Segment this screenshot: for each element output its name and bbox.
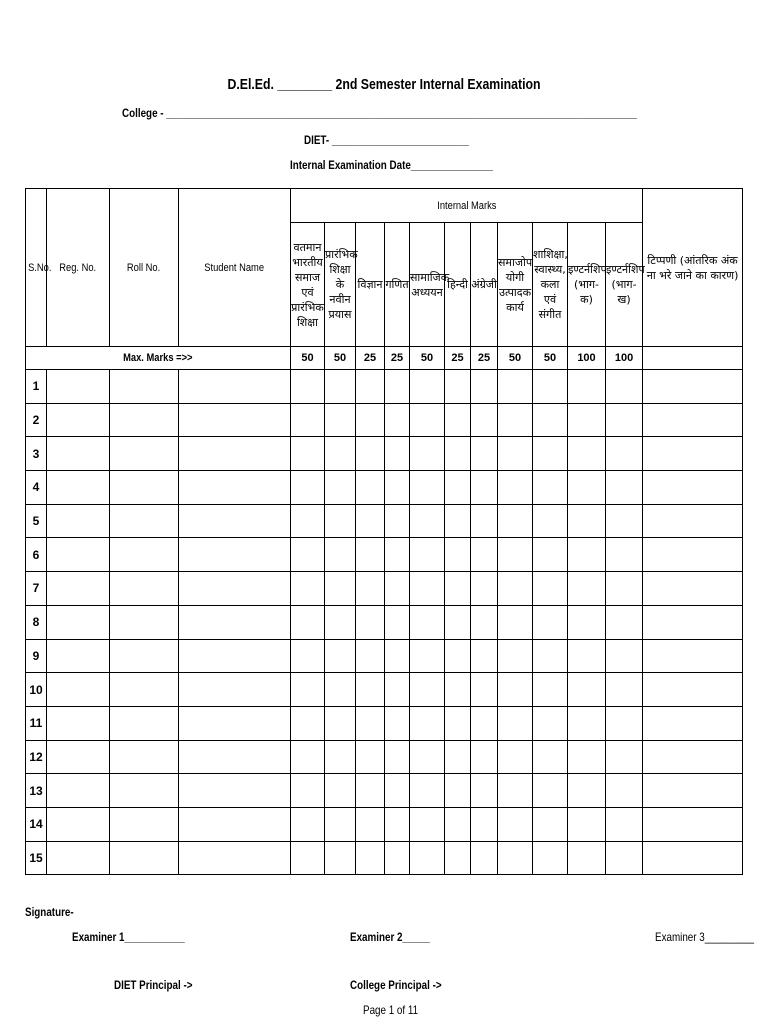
entry-cell[interactable]	[410, 572, 445, 606]
row-number: 4	[26, 471, 47, 505]
entry-cell[interactable]	[179, 504, 291, 538]
entry-cell[interactable]	[606, 774, 643, 808]
entry-cell[interactable]	[445, 673, 471, 707]
entry-cell[interactable]	[110, 572, 179, 606]
entry-cell[interactable]	[47, 538, 110, 572]
entry-cell[interactable]	[325, 504, 356, 538]
entry-cell[interactable]	[385, 572, 410, 606]
entry-cell[interactable]	[498, 807, 533, 841]
entry-cell[interactable]	[356, 673, 385, 707]
entry-cell[interactable]	[325, 403, 356, 437]
entry-cell[interactable]	[385, 471, 410, 505]
entry-cell[interactable]	[110, 774, 179, 808]
entry-cell[interactable]	[643, 403, 743, 437]
entry-cell[interactable]	[410, 437, 445, 471]
entry-cell[interactable]	[498, 740, 533, 774]
entry-cell[interactable]	[325, 774, 356, 808]
table-row	[26, 572, 743, 606]
max-mark: 50	[533, 347, 568, 370]
entry-cell[interactable]	[291, 605, 325, 639]
entry-cell[interactable]	[291, 807, 325, 841]
entry-cell[interactable]	[325, 437, 356, 471]
entry-cell[interactable]	[533, 740, 568, 774]
entry-cell[interactable]	[47, 774, 110, 808]
entry-cell[interactable]	[445, 807, 471, 841]
entry-cell[interactable]	[471, 504, 498, 538]
entry-cell[interactable]	[385, 706, 410, 740]
entry-cell[interactable]	[325, 471, 356, 505]
entry-cell[interactable]	[471, 807, 498, 841]
entry-cell[interactable]	[471, 774, 498, 808]
entry-cell[interactable]	[385, 740, 410, 774]
entry-cell[interactable]	[385, 538, 410, 572]
entry-cell[interactable]	[325, 673, 356, 707]
entry-cell[interactable]	[568, 437, 606, 471]
entry-cell[interactable]	[606, 471, 643, 505]
entry-cell[interactable]	[533, 403, 568, 437]
entry-cell[interactable]	[410, 706, 445, 740]
entry-cell[interactable]	[47, 639, 110, 673]
entry-cell[interactable]	[110, 471, 179, 505]
entry-cell[interactable]	[356, 572, 385, 606]
entry-cell[interactable]	[179, 471, 291, 505]
entry-cell[interactable]	[643, 740, 743, 774]
entry-cell[interactable]	[471, 572, 498, 606]
entry-cell[interactable]	[325, 706, 356, 740]
entry-cell[interactable]	[179, 639, 291, 673]
entry-cell[interactable]	[568, 538, 606, 572]
entry-cell[interactable]	[471, 605, 498, 639]
entry-cell[interactable]	[445, 370, 471, 404]
entry-cell[interactable]	[47, 504, 110, 538]
entry-cell[interactable]	[533, 538, 568, 572]
entry-cell[interactable]	[410, 639, 445, 673]
entry-cell[interactable]	[325, 370, 356, 404]
diet-principal: DIET Principal ->	[114, 978, 193, 992]
entry-cell[interactable]	[385, 504, 410, 538]
entry-cell[interactable]	[291, 774, 325, 808]
entry-cell[interactable]	[179, 673, 291, 707]
header-roll-no: Roll No.	[110, 189, 179, 347]
entry-cell[interactable]	[291, 471, 325, 505]
entry-cell[interactable]	[533, 437, 568, 471]
entry-cell[interactable]	[643, 706, 743, 740]
max-marks-row	[26, 347, 743, 370]
entry-cell[interactable]	[356, 538, 385, 572]
entry-cell[interactable]	[533, 504, 568, 538]
header-sno: S.No.	[26, 189, 47, 347]
entry-cell[interactable]	[533, 807, 568, 841]
entry-cell[interactable]	[110, 403, 179, 437]
entry-cell[interactable]	[643, 437, 743, 471]
entry-cell[interactable]	[445, 706, 471, 740]
entry-cell[interactable]	[325, 572, 356, 606]
entry-cell[interactable]	[533, 774, 568, 808]
entry-cell[interactable]	[533, 673, 568, 707]
header-internal-marks: Internal Marks	[291, 189, 643, 223]
entry-cell[interactable]	[291, 572, 325, 606]
entry-cell[interactable]	[606, 403, 643, 437]
entry-cell[interactable]	[410, 403, 445, 437]
entry-cell[interactable]	[179, 538, 291, 572]
entry-cell[interactable]	[498, 774, 533, 808]
table-row	[26, 841, 743, 875]
entry-cell[interactable]	[291, 841, 325, 875]
entry-cell[interactable]	[533, 471, 568, 505]
exam-date-line: Internal Examination Date_______________	[290, 158, 493, 172]
entry-cell[interactable]	[291, 740, 325, 774]
entry-cell[interactable]	[606, 605, 643, 639]
subject-header: अंग्रेजी	[471, 223, 498, 347]
entry-cell[interactable]	[445, 403, 471, 437]
entry-cell[interactable]	[533, 605, 568, 639]
entry-cell[interactable]	[385, 774, 410, 808]
entry-cell[interactable]	[568, 572, 606, 606]
entry-cell[interactable]	[410, 673, 445, 707]
entry-cell[interactable]	[568, 471, 606, 505]
entry-cell[interactable]	[47, 605, 110, 639]
entry-cell[interactable]	[325, 605, 356, 639]
entry-cell[interactable]	[606, 437, 643, 471]
row-number: 5	[26, 504, 47, 538]
entry-cell[interactable]	[568, 807, 606, 841]
max-mark: 50	[410, 347, 445, 370]
entry-cell[interactable]	[410, 504, 445, 538]
row-number: 14	[26, 807, 47, 841]
entry-cell[interactable]	[643, 639, 743, 673]
entry-cell[interactable]	[325, 639, 356, 673]
entry-cell[interactable]	[356, 740, 385, 774]
subject-header: हिन्दी	[445, 223, 471, 347]
subject-header: विज्ञान	[356, 223, 385, 347]
entry-cell[interactable]	[643, 538, 743, 572]
entry-cell[interactable]	[179, 841, 291, 875]
entry-cell[interactable]	[606, 740, 643, 774]
entry-cell[interactable]	[47, 572, 110, 606]
entry-cell[interactable]	[110, 807, 179, 841]
entry-cell[interactable]	[179, 605, 291, 639]
entry-cell[interactable]	[110, 605, 179, 639]
entry-cell[interactable]	[356, 774, 385, 808]
max-mark: 25	[356, 347, 385, 370]
entry-cell[interactable]	[410, 841, 445, 875]
entry-cell[interactable]	[498, 706, 533, 740]
entry-cell[interactable]	[498, 605, 533, 639]
entry-cell[interactable]	[291, 370, 325, 404]
table-row	[26, 471, 743, 505]
entry-cell[interactable]	[445, 774, 471, 808]
diet-line: DIET- _________________________	[304, 133, 469, 147]
entry-cell[interactable]	[47, 437, 110, 471]
entry-cell[interactable]	[471, 740, 498, 774]
entry-cell[interactable]	[643, 605, 743, 639]
college-line: College - ______________________________________________________________________________________	[122, 106, 637, 120]
header-remarks: टिप्पणी (आंतरिक अंक ना भरे जाने का कारण)	[643, 189, 743, 347]
entry-cell[interactable]	[445, 740, 471, 774]
entry-cell[interactable]	[291, 639, 325, 673]
entry-cell[interactable]	[568, 841, 606, 875]
subject-header: गणित	[385, 223, 410, 347]
entry-cell[interactable]	[445, 841, 471, 875]
row-number: 15	[26, 841, 47, 875]
entry-cell[interactable]	[410, 370, 445, 404]
entry-cell[interactable]	[356, 471, 385, 505]
table-row	[26, 740, 743, 774]
entry-cell[interactable]	[325, 538, 356, 572]
entry-cell[interactable]	[291, 504, 325, 538]
entry-cell[interactable]	[325, 841, 356, 875]
entry-cell[interactable]	[498, 538, 533, 572]
entry-cell[interactable]	[110, 538, 179, 572]
entry-cell[interactable]	[471, 437, 498, 471]
max-mark: 100	[568, 347, 606, 370]
entry-cell[interactable]	[643, 807, 743, 841]
entry-cell[interactable]	[533, 370, 568, 404]
entry-cell[interactable]	[498, 471, 533, 505]
entry-cell[interactable]	[498, 403, 533, 437]
examiner-2: Examiner 2_____	[350, 930, 430, 944]
entry-cell[interactable]	[356, 605, 385, 639]
row-number: 7	[26, 572, 47, 606]
subject-header: समाजोप योगी उत्पादक कार्य	[498, 223, 533, 347]
max-mark: 25	[385, 347, 410, 370]
entry-cell[interactable]	[385, 841, 410, 875]
table-row	[26, 673, 743, 707]
entry-cell[interactable]	[471, 639, 498, 673]
entry-cell[interactable]	[47, 471, 110, 505]
entry-cell[interactable]	[568, 370, 606, 404]
entry-cell[interactable]	[385, 605, 410, 639]
entry-cell[interactable]	[568, 605, 606, 639]
entry-cell[interactable]	[533, 639, 568, 673]
subject-header: सामाजिक अध्ययन	[410, 223, 445, 347]
row-number: 6	[26, 538, 47, 572]
entry-cell[interactable]	[643, 504, 743, 538]
entry-cell[interactable]	[110, 740, 179, 774]
entry-cell[interactable]	[498, 572, 533, 606]
marks-table	[25, 188, 743, 875]
entry-cell[interactable]	[445, 639, 471, 673]
entry-cell[interactable]	[445, 504, 471, 538]
entry-cell[interactable]	[291, 673, 325, 707]
entry-cell[interactable]	[606, 504, 643, 538]
entry-cell[interactable]	[606, 370, 643, 404]
examiner-1: Examiner 1___________	[72, 930, 185, 944]
entry-cell[interactable]	[110, 370, 179, 404]
entry-cell[interactable]	[643, 673, 743, 707]
subject-header: प्रारंभिक शिक्षा के नवीन प्रयास	[325, 223, 356, 347]
max-mark: 25	[471, 347, 498, 370]
entry-cell[interactable]	[568, 504, 606, 538]
entry-cell[interactable]	[445, 572, 471, 606]
entry-cell[interactable]	[410, 807, 445, 841]
entry-cell[interactable]	[110, 706, 179, 740]
entry-cell[interactable]	[291, 403, 325, 437]
entry-cell[interactable]	[356, 639, 385, 673]
subject-header: शाशिक्षा, स्वास्थ्य, कला एवं संगीत	[533, 223, 568, 347]
max-mark: 50	[325, 347, 356, 370]
entry-cell[interactable]	[643, 370, 743, 404]
entry-cell[interactable]	[568, 673, 606, 707]
entry-cell[interactable]	[606, 572, 643, 606]
entry-cell[interactable]	[643, 774, 743, 808]
subject-header: वतमान भारतीय समाज एवं प्रारंभिक शिक्षा	[291, 223, 325, 347]
entry-cell[interactable]	[445, 471, 471, 505]
max-mark-remarks	[643, 347, 743, 370]
entry-cell[interactable]	[291, 437, 325, 471]
max-marks-label: Max. Marks =>>	[26, 347, 291, 370]
entry-cell[interactable]	[179, 370, 291, 404]
entry-cell[interactable]	[47, 841, 110, 875]
entry-cell[interactable]	[606, 538, 643, 572]
entry-cell[interactable]	[47, 740, 110, 774]
entry-cell[interactable]	[606, 841, 643, 875]
row-number: 2	[26, 403, 47, 437]
entry-cell[interactable]	[356, 807, 385, 841]
entry-cell[interactable]	[606, 807, 643, 841]
entry-cell[interactable]	[179, 437, 291, 471]
entry-cell[interactable]	[410, 774, 445, 808]
entry-cell[interactable]	[356, 370, 385, 404]
entry-cell[interactable]	[385, 437, 410, 471]
row-number: 13	[26, 774, 47, 808]
entry-cell[interactable]	[498, 370, 533, 404]
entry-cell[interactable]	[471, 706, 498, 740]
entry-cell[interactable]	[385, 673, 410, 707]
entry-cell[interactable]	[445, 437, 471, 471]
subject-header: इण्टर्नशिप (भाग-क)	[568, 223, 606, 347]
entry-cell[interactable]	[179, 740, 291, 774]
table-row	[26, 370, 743, 404]
entry-cell[interactable]	[179, 572, 291, 606]
entry-cell[interactable]	[410, 605, 445, 639]
entry-cell[interactable]	[498, 437, 533, 471]
max-mark: 50	[498, 347, 533, 370]
college-principal: College Principal ->	[350, 978, 442, 992]
table-row	[26, 639, 743, 673]
entry-cell[interactable]	[533, 706, 568, 740]
entry-cell[interactable]	[498, 673, 533, 707]
entry-cell[interactable]	[471, 538, 498, 572]
table-row	[26, 807, 743, 841]
page-title: D.El.Ed. ________ 2nd Semester Internal Examination	[227, 76, 541, 93]
table-row	[26, 538, 743, 572]
entry-cell[interactable]	[179, 807, 291, 841]
entry-cell[interactable]	[47, 370, 110, 404]
table-row	[26, 437, 743, 471]
row-number: 12	[26, 740, 47, 774]
entry-cell[interactable]	[47, 673, 110, 707]
entry-cell[interactable]	[533, 572, 568, 606]
entry-cell[interactable]	[410, 538, 445, 572]
entry-cell[interactable]	[471, 841, 498, 875]
row-number: 3	[26, 437, 47, 471]
entry-cell[interactable]	[568, 706, 606, 740]
table-row	[26, 403, 743, 437]
row-number: 10	[26, 673, 47, 707]
entry-cell[interactable]	[291, 538, 325, 572]
signature-label: Signature-	[25, 905, 74, 919]
entry-cell[interactable]	[643, 572, 743, 606]
entry-cell[interactable]	[356, 706, 385, 740]
page-number: Page 1 of 11	[363, 1003, 419, 1017]
entry-cell[interactable]	[110, 437, 179, 471]
entry-cell[interactable]	[471, 471, 498, 505]
entry-cell[interactable]	[385, 403, 410, 437]
entry-cell[interactable]	[110, 504, 179, 538]
entry-cell[interactable]	[445, 538, 471, 572]
table-row	[26, 706, 743, 740]
entry-cell[interactable]	[410, 471, 445, 505]
entry-cell[interactable]	[643, 841, 743, 875]
entry-cell[interactable]	[356, 403, 385, 437]
entry-cell[interactable]	[110, 673, 179, 707]
entry-cell[interactable]	[498, 841, 533, 875]
examiner-3: Examiner 3_________	[655, 930, 755, 944]
entry-cell[interactable]	[568, 403, 606, 437]
entry-cell[interactable]	[291, 706, 325, 740]
entry-cell[interactable]	[471, 370, 498, 404]
entry-cell[interactable]	[568, 740, 606, 774]
entry-cell[interactable]	[643, 471, 743, 505]
entry-cell[interactable]	[325, 740, 356, 774]
entry-cell[interactable]	[47, 706, 110, 740]
row-number: 8	[26, 605, 47, 639]
entry-cell[interactable]	[568, 774, 606, 808]
entry-cell[interactable]	[385, 807, 410, 841]
entry-cell[interactable]	[110, 639, 179, 673]
entry-cell[interactable]	[179, 706, 291, 740]
entry-cell[interactable]	[110, 841, 179, 875]
entry-cell[interactable]	[385, 639, 410, 673]
entry-cell[interactable]	[606, 639, 643, 673]
table-row	[26, 504, 743, 538]
entry-cell[interactable]	[498, 504, 533, 538]
table-row	[26, 774, 743, 808]
entry-cell[interactable]	[179, 403, 291, 437]
entry-cell[interactable]	[356, 437, 385, 471]
entry-cell[interactable]	[356, 841, 385, 875]
entry-cell[interactable]	[47, 807, 110, 841]
entry-cell[interactable]	[356, 504, 385, 538]
entry-cell[interactable]	[179, 774, 291, 808]
table-row	[26, 605, 743, 639]
row-number: 9	[26, 639, 47, 673]
entry-cell[interactable]	[471, 673, 498, 707]
entry-cell[interactable]	[498, 639, 533, 673]
entry-cell[interactable]	[445, 605, 471, 639]
entry-cell[interactable]	[410, 740, 445, 774]
entry-cell[interactable]	[471, 403, 498, 437]
entry-cell[interactable]	[385, 370, 410, 404]
entry-cell[interactable]	[606, 706, 643, 740]
max-mark: 50	[291, 347, 325, 370]
entry-cell[interactable]	[533, 841, 568, 875]
entry-cell[interactable]	[325, 807, 356, 841]
header-student-name: Student Name	[179, 189, 291, 347]
max-mark: 25	[445, 347, 471, 370]
row-number: 1	[26, 370, 47, 404]
max-mark: 100	[606, 347, 643, 370]
entry-cell[interactable]	[47, 403, 110, 437]
subject-header: इण्टर्नशिप (भाग-ख)	[606, 223, 643, 347]
row-number: 11	[26, 706, 47, 740]
header-reg-no: Reg. No.	[47, 189, 110, 347]
entry-cell[interactable]	[568, 639, 606, 673]
entry-cell[interactable]	[606, 673, 643, 707]
